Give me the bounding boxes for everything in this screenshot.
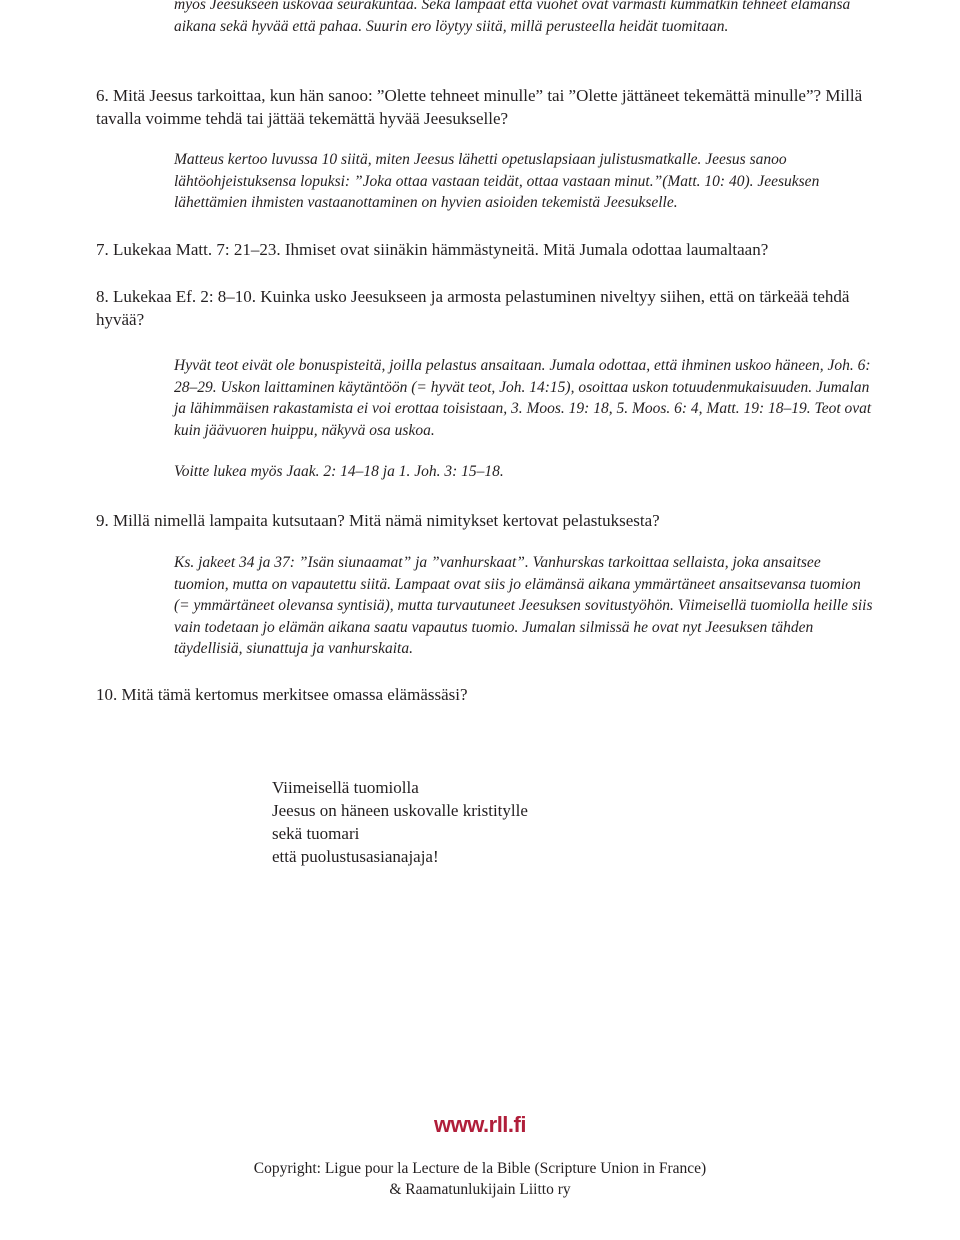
closing-statement [272,776,772,868]
closing-line-3: sekä tuomari [272,824,360,843]
answer-9: Ks. jakeet 34 ja 37: ”Isän siunaamat” ja ”vanhurskaat”. Vanhurskas tarkoittaa sellaista, joka ansaitsee tuomion, mutta on vapautettu siitä. Lampaat ovat siis jo elämänsä aikana ymmärtäneet ansaitsevansa tuomion (= ymmärtäneet olevansa syntisiä), mutta turvautuneet Jeesuksen sovitustyöhön. Viimeisellä tuomiolla heille siis vain todetaan jo elämän aikana saatu vapautus tuomio. Jumalan silmissä he ovat nyt Jeesuksen tähden täydellisiä, siunattuja ja vanhurskaita. [174,554,873,657]
intro-answer: myös Jeesukseen uskovaa seurakuntaa. Sekä lampaat että vuohet ovat varmasti kummatkin tehneet elämänsä aikana sekä hyvää että pahaa. Suurin ero löytyy siitä, millä perusteella heidät tuomitaan. [174,0,851,35]
answer-8: Hyvät teot eivät ole bonuspisteitä, joilla pelastus ansaitaan. Jumala odottaa, että ihminen uskoo häneen, Joh. 6: 28–29. Uskon laittaminen käytäntöön (= hyvät teot, Joh. 14:15), osoittaa uskon totuudenmukaisuuden. Jumalan ja lähimmäisen rakastamista ei voi erottaa toisistaan, 3. Moos. 19: 18, 5. Moos. 6: 4, Matt. 19: 18–19. Teot ovat kuin jäävuoren huippu, näkyvä osa uskoa. [174,357,872,439]
question-8: 8. Lukekaa Ef. 2: 8–10. Kuinka usko Jeesukseen ja armosta pelastuminen niveltyy siihen, että on tärkeää tehdä hyvää? [96,287,850,329]
closing-line-1: Viimeisellä tuomiolla [272,778,419,797]
closing-line-2: Jeesus on häneen uskovalle kristitylle [272,801,528,820]
question-9: 9. Millä nimellä lampaita kutsutaan? Mitä nämä nimitykset kertovat pelastuksesta? [96,511,660,530]
copyright-footer [0,1158,960,1200]
question-10: 10. Mitä tämä kertomus merkitsee omassa elämässäsi? [96,685,468,704]
question-6: 6. Mitä Jeesus tarkoittaa, kun hän sanoo: ”Olette tehneet minulle” tai ”Olette jättäneet tekemättä minulle”? Millä tavalla voimme tehdä tai jättää tekemättä hyvää Jeesukselle? [96,86,863,128]
question-7: 7. Lukekaa Matt. 7: 21–23. Ihmiset ovat siinäkin hämmästyneitä. Mitä Jumala odottaa laumaltaan? [96,240,769,259]
closing-line-4: että puolustusasianajaja! [272,847,439,866]
copyright-line-1: Copyright: Ligue pour la Lecture de la Bible (Scripture Union in France) [253,1160,707,1177]
website-link[interactable]: www.rll.fi [434,1112,526,1137]
answer-6: Matteus kertoo luvussa 10 siitä, miten Jeesus lähetti opetuslapsiaan julistusmatkalle. Jeesus sanoo lähtöohjeistuksensa lopuksi: ”Joka ottaa vastaan teidät, ottaa vastaan minut.”(Matt. 10: 40). Jeesuksen lähettämien ihmisten vastaanottaminen on hyvien asioiden tekemistä Jeesukselle. [174,151,820,211]
answer-8-more: Voitte lukea myös Jaak. 2: 14–18 ja 1. Joh. 3: 15–18. [174,463,504,480]
copyright-line-2: & Raamatunlukijain Liitto ry [389,1181,571,1198]
